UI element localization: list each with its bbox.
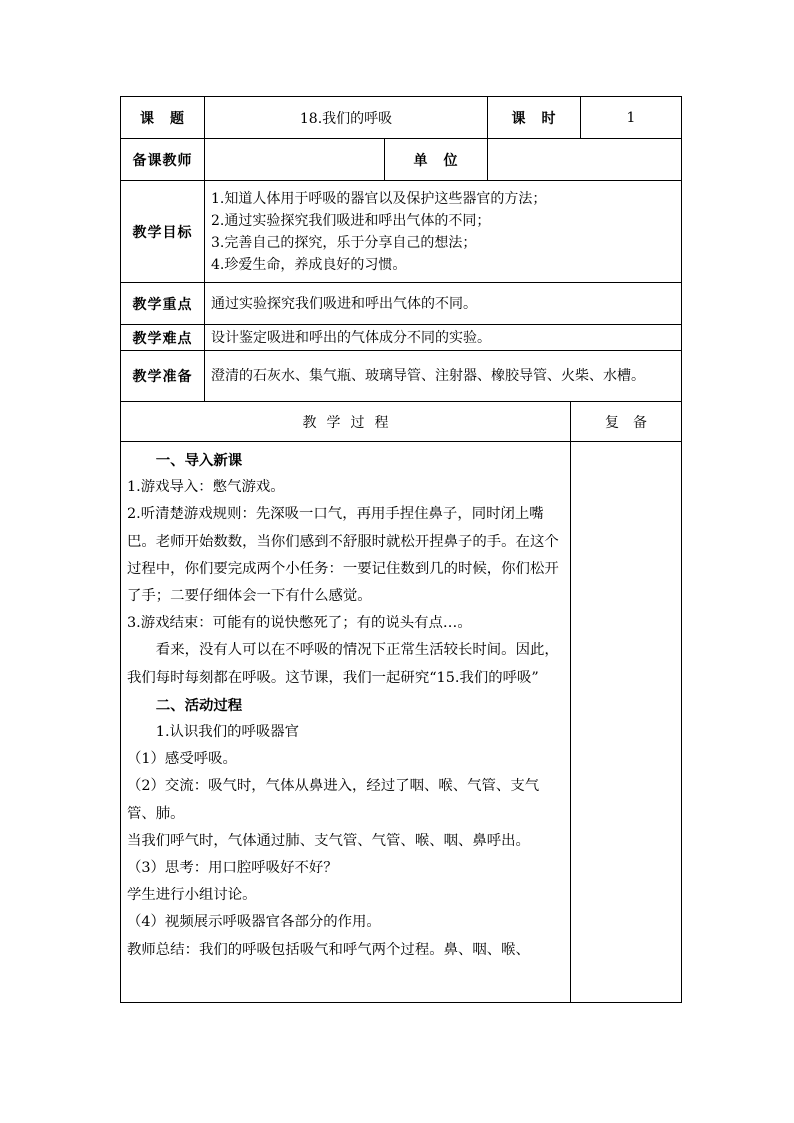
- paragraph: 教师总结：我们的呼吸包括吸气和呼气两个过程。鼻、咽、喉、: [127, 941, 530, 958]
- process-header-row: [121, 402, 682, 442]
- period-label: 课 时: [488, 97, 581, 139]
- key-point-label: 教学重点: [121, 283, 205, 325]
- preparation-value: 澄清的石灰水、集气瓶、玻璃导管、注射器、橡胶导管、火柴、水槽。: [205, 351, 682, 402]
- teacher-row: [121, 139, 682, 181]
- paragraph: （2）交流：吸气时，气体从鼻进入，经过了咽、喉、气管、支气管、肺。: [127, 778, 540, 822]
- goals-list: [205, 181, 682, 283]
- teacher-label: 备课教师: [121, 139, 205, 181]
- title-row: [121, 97, 682, 139]
- teacher-value: [205, 139, 385, 181]
- difficulty-row: [121, 325, 682, 351]
- subsection-title: 1.认识我们的呼吸器官: [155, 724, 300, 741]
- key-point-row: [121, 283, 682, 325]
- title-value: 18.我们的呼吸: [205, 97, 488, 139]
- paragraph: 1.游戏导入：憋气游戏。: [127, 479, 285, 496]
- goals-row: [121, 181, 682, 283]
- lesson-plan-table: [120, 96, 682, 1003]
- paragraph: （3）思考：用口腔呼吸好不好？: [127, 860, 338, 877]
- unit-value: [488, 139, 682, 181]
- paragraph: （1）感受呼吸。: [127, 751, 237, 768]
- process-header: 教学过程: [121, 402, 571, 442]
- key-point-value: 通过实验探究我们吸进和呼出气体的不同。: [205, 283, 682, 325]
- goal-item: 2.通过实验探究我们吸进和呼出气体的不同；: [211, 212, 491, 229]
- difficulty-label: 教学难点: [121, 325, 205, 351]
- goal-item: 3.完善自己的探究，乐于分享自己的想法；: [211, 234, 477, 251]
- paragraph: 2.听清楚游戏规则：先深吸一口气，再用手捏住鼻子，同时闭上嘴巴。老师开始数数，当你们感到不舒服时就松开捏鼻子的手。在这个过程中，你们要完成两个小任务：一要记住数到几的时候，你们松开了手；二要仔细体会一下有什么感觉。: [127, 506, 559, 605]
- period-value: 1: [581, 97, 682, 139]
- section-title-activity: 二、活动过程: [155, 696, 243, 714]
- paragraph: 学生进行小组讨论。: [127, 887, 257, 904]
- goal-item: 4.珍爱生命，养成良好的习惯。: [211, 256, 407, 273]
- difficulty-value: 设计鉴定吸进和呼出的气体成分不同的实验。: [205, 325, 682, 351]
- preparation-row: [121, 351, 682, 402]
- process-row: [121, 442, 682, 1003]
- section-title-intro: 一、导入新课: [155, 452, 243, 469]
- unit-label: 单 位: [385, 139, 488, 181]
- goals-label: 教学目标: [121, 181, 205, 283]
- process-content: [121, 442, 571, 1003]
- paragraph: （4）视频展示呼吸器官各部分的作用。: [127, 914, 381, 931]
- review-header: 复备: [571, 402, 682, 442]
- title-label: 课 题: [121, 97, 205, 139]
- review-column: [571, 442, 682, 1003]
- paragraph: 看来，没有人可以在不呼吸的情况下正常生活较长时间。因此，我们每时每刻都在呼吸。这节课，我们一起研究“15.我们的呼吸”: [127, 642, 559, 686]
- paragraph: 3.游戏结束：可能有的说快憋死了；有的说头有点…。: [127, 615, 472, 632]
- preparation-label: 教学准备: [121, 351, 205, 402]
- goal-item: 1.知道人体用于呼吸的器官以及保护这些器官的方法；: [211, 190, 547, 207]
- paragraph: 当我们呼气时，气体通过肺、支气管、气管、喉、咽、鼻呼出。: [127, 832, 530, 849]
